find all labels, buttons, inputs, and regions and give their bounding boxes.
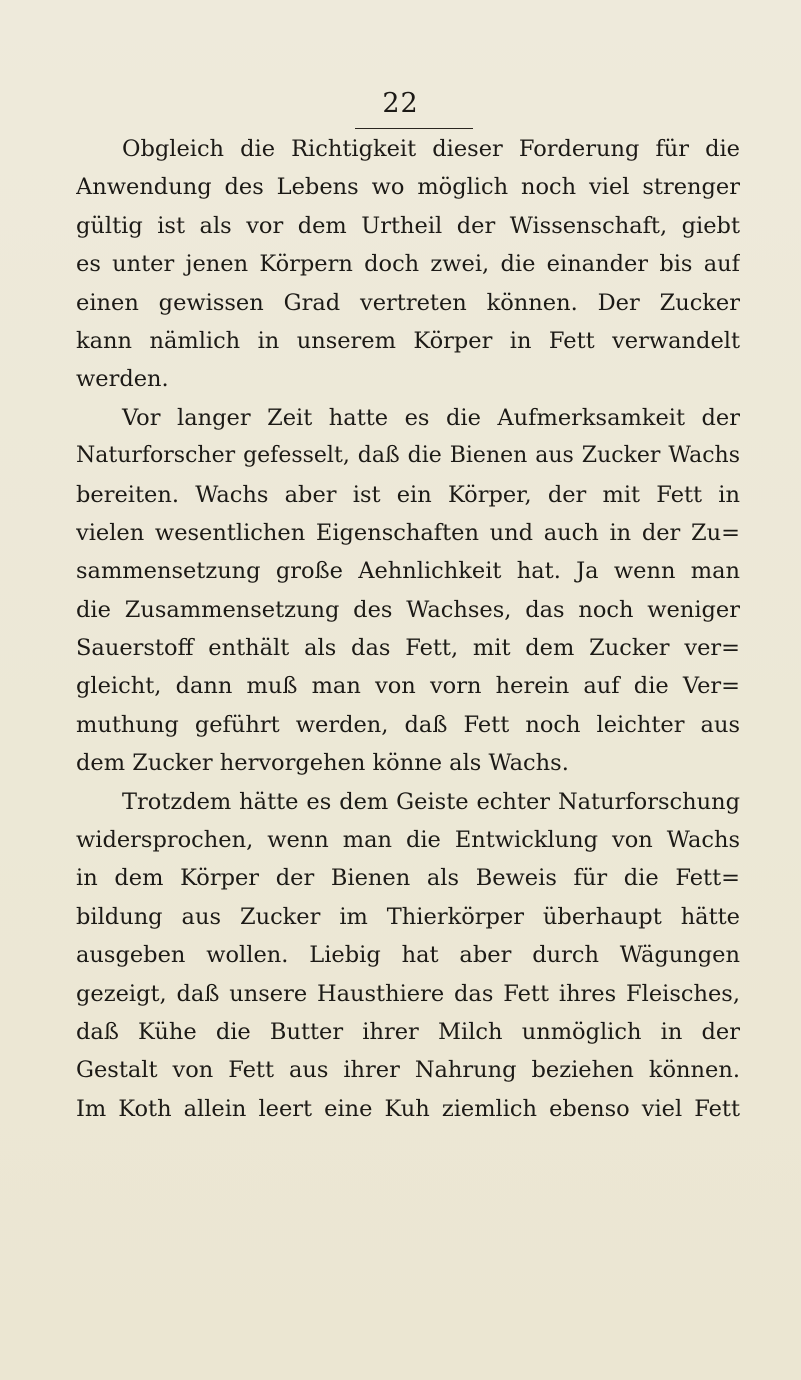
text-line: daß Kühe die Butter ihrer Milch unmöglich in der — [76, 1018, 740, 1045]
text-line: gleicht, dann muß man von vorn herein auf die Ver= — [76, 673, 740, 700]
text-line: ausgeben wollen. Liebig hat aber durch Wägungen — [76, 942, 740, 969]
text-line: Naturforscher gefesselt, daß die Bienen aus Zucker Wachs — [76, 443, 740, 469]
text-line: Trotzdem hätte es dem Geiste echter Naturforschung — [122, 788, 740, 815]
page-body — [76, 130, 740, 1128]
text-line: einen gewissen Grad vertreten können. Der Zucker — [76, 289, 740, 316]
text-line: dem Zucker hervorgehen könne als Wachs. — [76, 750, 569, 777]
text-line: bildung aus Zucker im Thierkörper überhaupt hätte — [76, 903, 740, 930]
text-line: bereiten. Wachs aber ist ein Körper, der mit Fett in — [76, 481, 740, 508]
text-line: es unter jenen Körpern doch zwei, die einander bis auf — [76, 251, 740, 278]
page-number: 22 — [382, 88, 419, 119]
text-line: in dem Körper der Bienen als Beweis für die Fett= — [76, 865, 740, 892]
text-line: die Zusammensetzung des Wachses, das noch weniger — [76, 596, 740, 623]
text-line: muthung geführt werden, daß Fett noch leichter aus — [76, 711, 740, 738]
text-line: Vor langer Zeit hatte es die Aufmerksamkeit der — [122, 404, 740, 431]
text-line: vielen wesentlichen Eigenschaften und auch in der Zu= — [76, 519, 740, 546]
text-line: Sauerstoff enthält als das Fett, mit dem Zucker ver= — [76, 635, 740, 662]
header-rule — [355, 128, 473, 129]
text-line: sammensetzung große Aehnlichkeit hat. Ja wenn man — [76, 558, 740, 585]
text-line: Gestalt von Fett aus ihrer Nahrung beziehen können. — [76, 1057, 740, 1084]
text-line: Anwendung des Lebens wo möglich noch viel strenger — [76, 174, 740, 201]
text-line: widersprochen, wenn man die Entwicklung von Wachs — [76, 827, 740, 854]
text-line: gültig ist als vor dem Urtheil der Wissenschaft, giebt — [76, 212, 740, 239]
text-line: Obgleich die Richtigkeit dieser Forderung für die — [122, 136, 740, 162]
text-line: kann nämlich in unserem Körper in Fett verwandelt — [76, 327, 740, 354]
text-line: gezeigt, daß unsere Hausthiere das Fett ihres Fleisches, — [76, 980, 740, 1007]
text-line: Im Koth allein leert eine Kuh ziemlich ebenso viel Fett — [76, 1095, 740, 1122]
text-line: werden. — [76, 366, 169, 393]
